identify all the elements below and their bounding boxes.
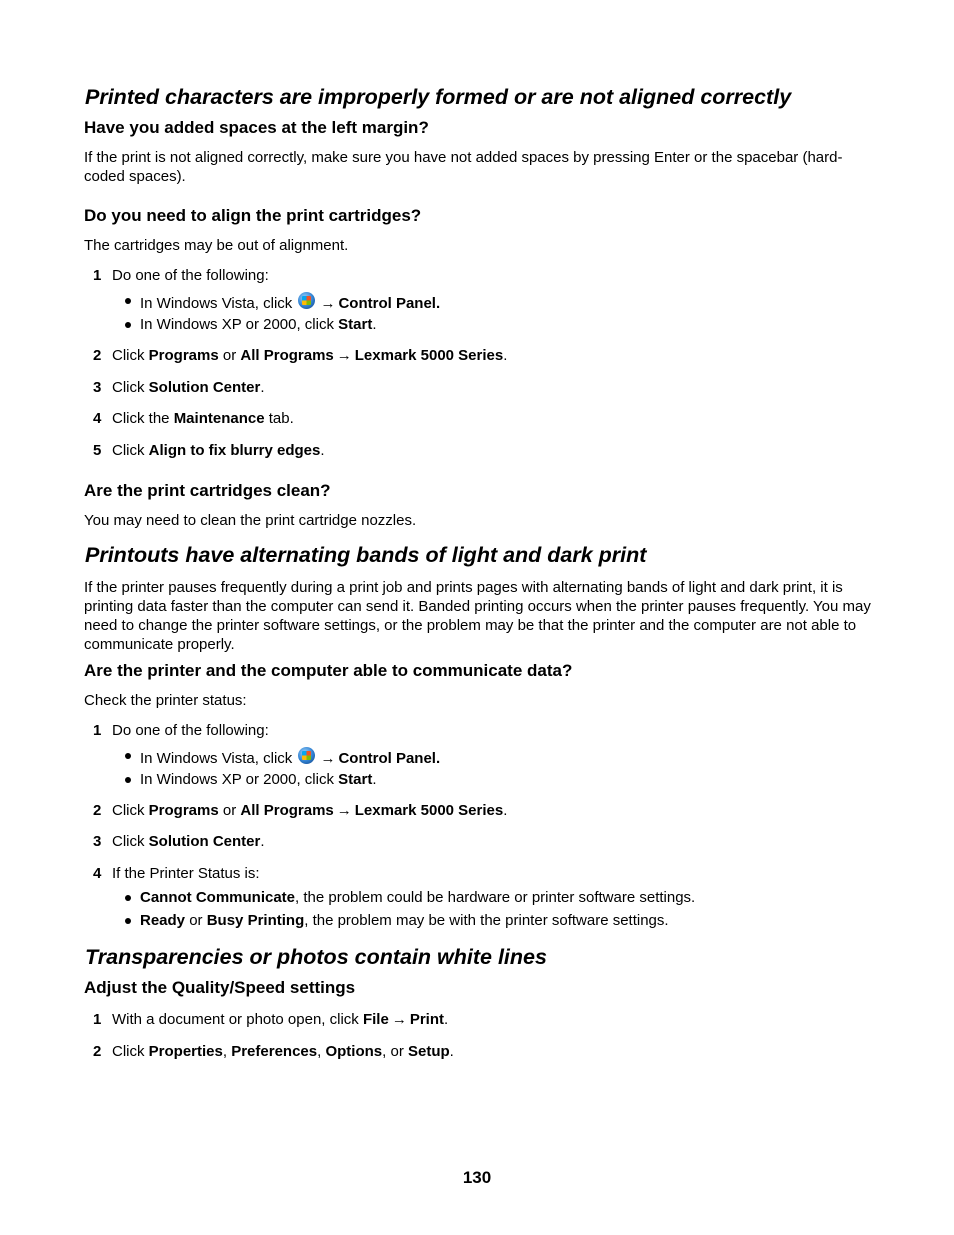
bullet-dot [125,322,131,328]
bullet-item: In Windows Vista, click → Control Panel. [140,292,440,312]
section-title-white-lines: Transparencies or photos contain white lines [85,945,547,969]
step-number: 1 [93,267,102,284]
paragraph-check-status: Check the printer status: [84,692,247,709]
step-number: 4 [93,410,102,427]
arrow-icon: → [391,1011,407,1028]
step-text: With a document or photo open, click File → Print. [112,1011,449,1028]
section-title-banding: Printouts have alternating bands of light and dark print [85,543,647,567]
step-number: 3 [93,379,102,396]
step-text: Do one of the following: [112,267,269,284]
paragraph-clean-nozzles: You may need to clean the print cartridge nozzles. [84,512,417,529]
step-text: Click Solution Center. [112,379,265,396]
paragraph-banding: If the printer pauses frequently during a print job and prints pages with alternating bands of light and dark print, it is printing data faster than the computer can send it. Banded printing occurs when the printer pauses frequently. You may need to change the printer software settings, or the problem may be that the printer and the computer are not able to communicate properly. [84,579,871,653]
subheading-communicate-data: Are the printer and the computer able to communicate data? [84,661,573,680]
step-text: Click Programs or All Programs → Lexmark 5000 Series. [112,802,508,819]
arrow-icon: → [336,347,352,364]
bullet-dot [125,918,131,924]
step-text: Do one of the following: [112,722,269,739]
paragraph-left-margin: If the print is not aligned correctly, make sure you have not added spaces by pressing Enter or the spacebar (hard-coded spaces). [84,149,843,185]
subheading-left-margin: Have you added spaces at the left margin? [84,118,429,137]
step-number: 2 [93,1043,102,1060]
bullet-item: Ready or Busy Printing, the problem may be with the printer software settings. [140,912,669,929]
paragraph-align-intro: The cartridges may be out of alignment. [84,237,349,254]
step-number: 2 [93,802,102,819]
arrow-icon: → [320,295,336,312]
bullet-dot [125,895,131,901]
step-number: 1 [93,722,102,739]
arrow-icon: → [320,750,336,767]
subheading-cartridges-clean: Are the print cartridges clean? [84,481,331,500]
step-number: 1 [93,1011,102,1028]
windows-start-orb-icon [298,292,315,309]
section-title-misaligned-characters: Printed characters are improperly formed or are not aligned correctly [85,85,792,109]
step-text: Click Properties, Preferences, Options, or Setup. [112,1043,454,1060]
bullet-item: In Windows Vista, click → Control Panel. [140,747,440,767]
bullet-item: In Windows XP or 2000, click Start. [140,316,377,333]
step-number: 5 [93,442,102,459]
windows-start-orb-icon [298,747,315,764]
bullet-dot [125,777,131,783]
arrow-icon: → [336,802,352,819]
step-text: Click Solution Center. [112,833,265,850]
step-number: 4 [93,865,102,882]
bullet-item: Cannot Communicate, the problem could be hardware or printer software settings. [140,889,695,906]
subheading-align-cartridges: Do you need to align the print cartridges? [84,206,422,225]
step-number: 3 [93,833,102,850]
bullet-dot [125,753,131,759]
step-text: Click Align to fix blurry edges. [112,442,325,459]
bullet-item: In Windows XP or 2000, click Start. [140,771,377,788]
step-number: 2 [93,347,102,364]
page-number: 130 [462,1168,492,1187]
bullet-dot [125,298,131,304]
step-text: Click Programs or All Programs → Lexmark 5000 Series. [112,347,508,364]
step-text: Click the Maintenance tab. [112,410,294,427]
step-text: If the Printer Status is: [112,865,260,882]
subheading-quality-speed: Adjust the Quality/Speed settings [84,978,356,997]
